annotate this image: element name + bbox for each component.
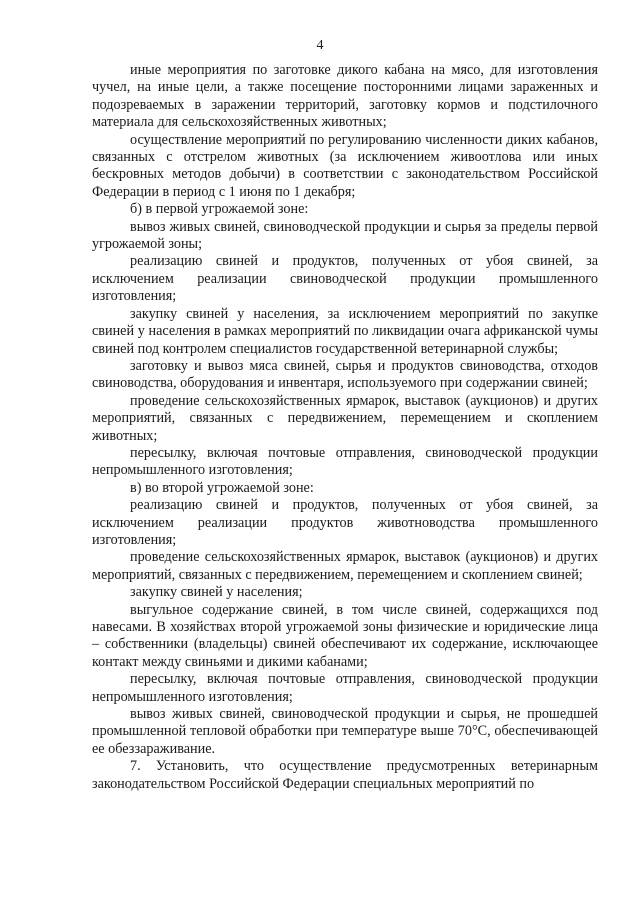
paragraph: осуществление мероприятий по регулированию численности диких кабанов, связанных с отстрелом животных (за исключением живоотлова или иных бескровных методов добычи) в соответствии с законодательством Российской Федерации в период с 1 июня по 1 декабря; — [92, 131, 598, 200]
paragraph: реализацию свиней и продуктов, полученных от убоя свиней, за исключением реализации продуктов животноводства промышленного изготовления; — [92, 497, 598, 548]
paragraph: выгульное содержание свиней, в том числе свиней, содержащихся под навесами. В хозяйствах второй угрожаемой зоны физические и юридические лица – собственники (владельцы) свиней обеспечивают их содержание, исключающее контакт между свиньями и дикими кабанами; — [92, 601, 598, 670]
paragraph: вывоз живых свиней, свиноводческой продукции и сырья, не прошедшей промышленной тепловой обработки при температуре выше 70°С, обеспечивающей ее обеззараживание. — [92, 706, 598, 757]
section-heading: б) в первой угрожаемой зоне: — [130, 201, 309, 218]
paragraph: проведение сельскохозяйственных ярмарок, выставок (аукционов) и других мероприятий, связанных с передвижением, перемещением и скоплением свиней; — [92, 549, 598, 583]
paragraph: закупку свиней у населения, за исключением мероприятий по закупке свиней у населения в рамках мероприятий по ликвидации очага африканской чумы свиней под контролем специалистов государственной ветеринарной службы; — [92, 305, 598, 357]
document-body — [92, 62, 598, 793]
section-heading: в) во второй угрожаемой зоне: — [130, 479, 314, 496]
paragraph: пересылку, включая почтовые отправления, свиноводческой продукции непромышленного изготовления; — [92, 444, 598, 479]
page-number: 4 — [316, 38, 324, 53]
paragraph: вывоз живых свиней, свиноводческой продукции и сырья за пределы первой угрожаемой зоны; — [92, 218, 598, 253]
paragraph: заготовку и вывоз мяса свиней, сырья и продуктов свиноводства, отходов свиноводства, оборудования и инвентаря, используемого при содержании свиней; — [92, 357, 598, 392]
paragraph: пересылку, включая почтовые отправления, свиноводческой продукции непромышленного изготовления; — [92, 671, 598, 705]
paragraph: проведение сельскохозяйственных ярмарок, выставок (аукционов) и других мероприятий, связанных с передвижением, перемещением и скоплением животных; — [92, 392, 598, 444]
paragraph: 7. Установить, что осуществление предусмотренных ветеринарным законодательством Российской Федерации специальных мероприятий по — [92, 758, 598, 792]
paragraph: закупку свиней у населения; — [130, 584, 303, 601]
paragraph: иные мероприятия по заготовке дикого кабана на мясо, для изготовления чучел, на иные цели, а также посещение посторонними лицами зараженных и подозреваемых в заражении территорий, заготовку кормов и подстилочного материала для сельскохозяйственных животных; — [92, 62, 598, 131]
paragraph: реализацию свиней и продуктов, полученных от убоя свиней, за исключением реализации свиноводческой продукции промышленного изготовления; — [92, 253, 598, 305]
